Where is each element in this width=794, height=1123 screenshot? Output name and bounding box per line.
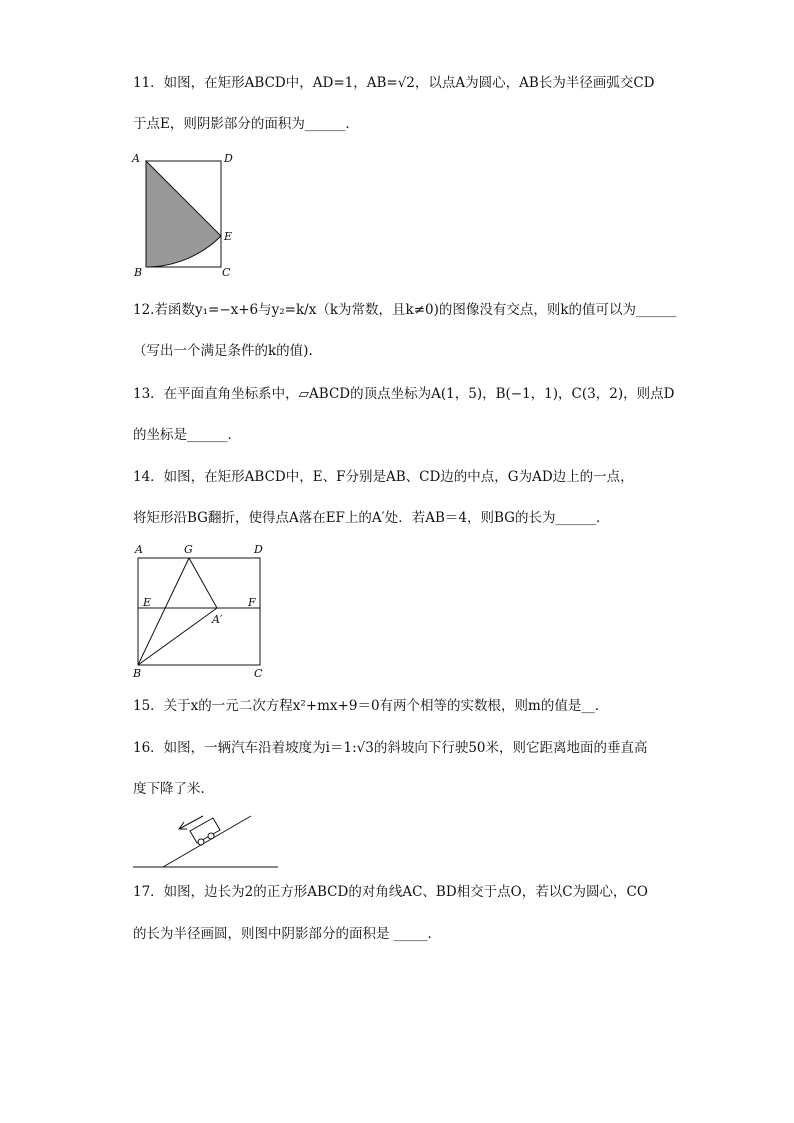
- label-a: A: [135, 543, 143, 556]
- label-e: E: [224, 230, 233, 243]
- problem-17-line-2: 的长为半径画圆，则图中阴影部分的面积是 _____．: [133, 926, 442, 942]
- problem-14-figure: [128, 540, 276, 682]
- label-e: E: [143, 596, 152, 609]
- problem-11-figure: [128, 148, 248, 278]
- segment-ga2: [189, 558, 217, 608]
- problem-16-figure: [128, 808, 283, 873]
- label-a: A: [132, 152, 140, 165]
- shaded-sector: [146, 161, 221, 267]
- problem-13-line-2: 的坐标是______．: [133, 427, 241, 443]
- problem-14-line-1: 14．如图，在矩形ABCD中，E、F分别是AB、CD边的中点，G为AD边上的一点，: [133, 469, 634, 485]
- segment-ba2: [138, 608, 217, 665]
- problem-14-line-2: 将矩形沿BG翻折，使得点A落在EF上的A′处．若AB＝4，则BG的长为______．: [133, 510, 610, 526]
- segment-bg: [138, 558, 189, 665]
- problem-12-line-1: 12.若函数y₁=−x+6与y₂=k/x（k为常数，且k≠0)的图像没有交点，则k的值可以为______: [133, 302, 677, 318]
- label-d: D: [224, 152, 233, 165]
- problem-12-line-2: （写出一个满足条件的k的值).: [133, 343, 313, 359]
- problem-13-line-1: 13．在平面直角坐标系中，▱ABCD的顶点坐标为A(1，5)，B(−1，1)，C(3，2)，则点D: [133, 386, 675, 402]
- car-icon: [190, 818, 220, 845]
- problem-11-line-1: 11．如图，在矩形ABCD中，AD=1，AB=√2，以点A为圆心，AB长为半径画弧交CD: [133, 75, 655, 91]
- problem-15-line-1: 15．关于x的一元二次方程x²+mx+9＝0有两个相等的实数根，则m的值是__．: [133, 698, 609, 714]
- label-c: C: [222, 266, 231, 278]
- problem-17-line-1: 17．如图，边长为2的正方形ABCD的对角线AC、BD相交于点O，若以C为圆心，CO: [133, 884, 648, 900]
- rectangle-abcd: [138, 558, 260, 665]
- label-a-prime: A′: [212, 613, 223, 626]
- label-b: B: [134, 266, 143, 278]
- label-f: F: [248, 596, 256, 609]
- problem-16-line-2: 度下降了米.: [133, 781, 205, 797]
- problem-16-line-1: 16．如图，一辆汽车沿着坡度为i＝1:√3的斜坡向下行驶50米，则它距离地面的垂直高: [133, 740, 648, 756]
- label-d: D: [254, 543, 263, 556]
- label-c: C: [254, 667, 263, 680]
- label-g: G: [184, 543, 193, 556]
- problem-11-line-2: 于点E，则阴影部分的面积为______．: [133, 116, 359, 132]
- label-b: B: [133, 667, 142, 680]
